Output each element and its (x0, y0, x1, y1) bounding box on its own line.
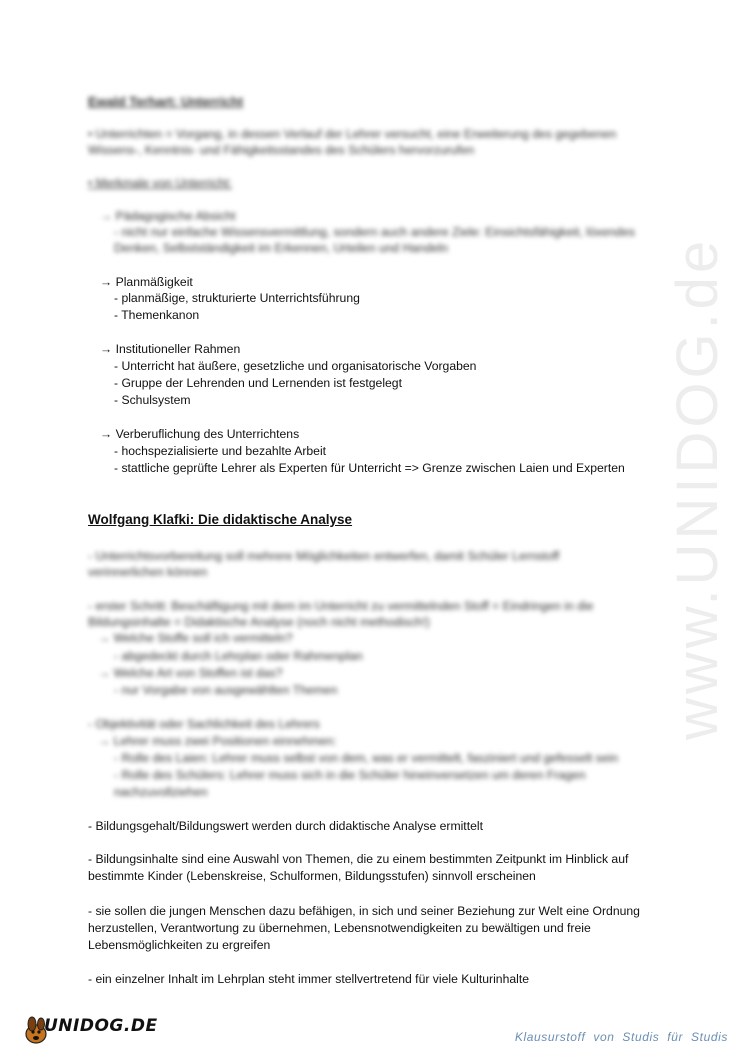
list-item: - Themenkanon (114, 308, 200, 322)
blurred-line: → Pädagogische Absicht (100, 209, 236, 223)
blurred-line: Wissens-, Kenntnis- und Fähigkeitsstandes des Schülers hervorzurufen (88, 143, 475, 157)
list-item: - stattliche geprüfte Lehrer als Experten für Unterricht => Grenze zwischen Laien und Experten (114, 461, 625, 475)
terhart-heading: Ewald Terhart: Unterricht (88, 94, 244, 109)
section-title-rahmen: → Institutioneller Rahmen (100, 342, 241, 356)
blurred-line: Bildungsinhalte = Didaktische Analyse (noch nicht methodisch!) (88, 615, 430, 629)
blurred-line: verinnerlichen können (88, 565, 208, 579)
blurred-line: → Welche Art von Stoffen ist das? (98, 666, 283, 680)
footer-tagline: Klausurstoff von Studis für Studis (514, 1030, 728, 1044)
logo-text: UNIDOG.DE (44, 1016, 158, 1036)
blurred-line: • Unterrichten = Vorgang, in dessen Verlauf der Lehrer versucht, eine Erweiterung des gegebenen (88, 127, 617, 141)
blurred-line: - nicht nur einfache Wissensvermittlung, sondern auch andere Ziele: Einsichtsfähigkeit, löxendes (114, 225, 635, 239)
blurred-line: - Objektivität oder Sachlichkeit des Lehrers (88, 717, 320, 731)
blurred-line: - Unterrichtsvorbereitung soll mehrere Möglichkeiten entwerfen, damit Schüler Lernstoff (88, 549, 560, 563)
blurred-line: • Merkmale von Unterricht: (88, 176, 232, 190)
bottom-line: - sie sollen die jungen Menschen dazu befähigen, in sich und seiner Beziehung zur Welt eine Ordnung (88, 904, 640, 918)
klafki-heading: Wolfgang Klafki: Die didaktische Analyse (88, 512, 353, 527)
blurred-line: - nur Vorgabe von ausgewählten Themen (114, 683, 338, 697)
blurred-line: → Welche Stoffe soll ich vermitteln? (98, 631, 293, 645)
blurred-line: nachzuvollziehen (114, 785, 208, 799)
blurred-line: - abgedeckt durch Lehrplan oder Rahmenplan (114, 649, 363, 663)
watermark: www.UNIDOG.de (665, 236, 730, 740)
bottom-line: bestimmte Kinder (Lebenskreise, Schulformen, Bildungsstufen) sinnvoll erscheinen (88, 869, 536, 883)
blurred-line: Denken, Selbstständigkeit im Erkennen, Urteilen und Handeln (114, 241, 448, 255)
blurred-line: - Rolle des Schülers: Lehrer muss sich in die Schüler hineinversetzen um deren Fragen (114, 768, 586, 782)
blurred-line: - erster Schritt: Beschäftigung mit dem im Unterricht zu vermittelnden Stoff = Eindringen in die (88, 599, 594, 613)
list-item: - hochspezialisierte und bezahlte Arbeit (114, 444, 327, 458)
blurred-line: - Rolle des Laien: Lehrer muss selbst von dem, was er vermittelt, fasziniert und gefesselt sein (114, 751, 618, 765)
bottom-line: herzustellen, Verantwortung zu übernehmen, Lebensnotwendigkeiten zu bewältigen und freie (88, 921, 591, 935)
section-title-planmaessigkeit: → Planmäßigkeit (100, 275, 193, 289)
list-item: - planmäßige, strukturierte Unterrichtsführung (114, 291, 360, 305)
list-item: - Unterricht hat äußere, gesetzliche und organisatorische Vorgaben (114, 359, 477, 373)
bottom-line: - Bildungsgehalt/Bildungswert werden durch didaktische Analyse ermittelt (88, 819, 483, 833)
blurred-line: → Lehrer muss zwei Positionen einnehmen: (98, 734, 337, 748)
bottom-line: Lebensmöglichkeiten zu ergreifen (88, 938, 271, 952)
bottom-line: - ein einzelner Inhalt im Lehrplan steht immer stellvertretend für viele Kulturinhalte (88, 972, 529, 986)
bottom-line: - Bildungsinhalte sind eine Auswahl von Themen, die zu einem bestimmten Zeitpunkt im Hinblick auf (88, 852, 629, 866)
list-item: - Schulsystem (114, 393, 191, 407)
section-title-verberuflichung: → Verberuflichung des Unterrichtens (100, 427, 300, 441)
list-item: - Gruppe der Lehrenden und Lernenden ist festgelegt (114, 376, 402, 390)
